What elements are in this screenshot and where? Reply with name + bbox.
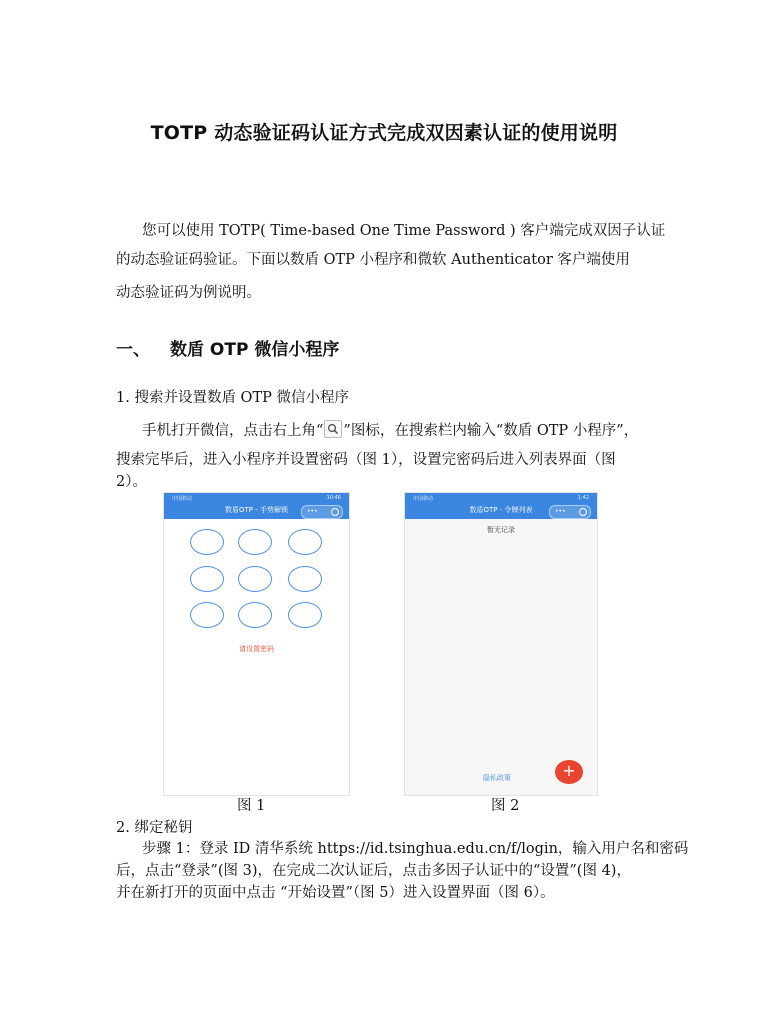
figure-2-screenshot	[404, 492, 598, 796]
step-2-line-3: 并在新打开的页面中点击 “开始设置”（图 5）进入设置界面（图 6）。	[116, 885, 555, 901]
pattern-node-3	[288, 529, 322, 555]
figure-1-title-bar	[164, 493, 349, 519]
figure-2-title-bar	[405, 493, 597, 519]
figure-1-screenshot	[163, 492, 350, 796]
document-title: TOTP 动态验证码认证方式完成双因素认证的使用说明	[150, 122, 618, 144]
step-1-line-2: 搜索完毕后，进入小程序并设置密码（图 1），设置完密码后进入列表界面（图	[116, 452, 616, 468]
step-1-line-1	[142, 420, 638, 441]
pattern-node-8	[238, 602, 272, 628]
pattern-node-9	[288, 602, 322, 628]
search-icon	[324, 420, 342, 438]
figure-2-privacy-link: 隐私政策	[483, 774, 511, 782]
pattern-node-1	[190, 529, 224, 555]
figure-1-body	[164, 519, 349, 795]
step-2-line-1: 步骤 1：登录 ID 清华系统 https://id.tsinghua.edu.cn/f/login，输入用户名和密码	[142, 841, 689, 857]
step-1-label: 1. 搜索并设置数盾 OTP 微信小程序	[116, 390, 349, 406]
figure-1-status-right: 10:46	[326, 495, 341, 501]
more-icon: •••	[555, 508, 566, 515]
figure-1-status-left: 中国移动	[172, 496, 193, 502]
intro-line-3: 动态验证码为例说明。	[116, 285, 261, 301]
step-2-label: 2. 绑定秘钥	[116, 820, 193, 836]
close-circle-icon	[579, 508, 587, 516]
pattern-node-6	[288, 566, 322, 592]
intro-line-1: 您可以使用 TOTP( Time-based One Time Password ) 客户端完成双因子认证	[142, 223, 666, 239]
step-1-line-1-b: ”图标，在搜索栏内输入“数盾 OTP 小程序”，	[343, 423, 639, 439]
step-2-line-2: 后，点击“登录”(图 3)，在完成二次认证后，点击多因子认证中的“设置”(图 4)，	[116, 863, 631, 879]
pattern-node-2	[238, 529, 272, 555]
figure-2-caption: 图 2	[491, 798, 520, 814]
more-icon: •••	[307, 508, 318, 515]
figure-2-capsule	[549, 505, 591, 519]
pattern-node-5	[238, 566, 272, 592]
close-circle-icon	[331, 508, 339, 516]
figure-2-status-left: 中国移动	[413, 496, 434, 502]
section-heading: 数盾 OTP 微信小程序	[170, 340, 340, 360]
figure-1-hint: 请设置密码	[239, 645, 274, 653]
figure-1-bar-title: 数盾OTP - 手势解锁	[225, 506, 288, 514]
figure-2-status-right: 1:42	[577, 495, 589, 501]
pattern-node-4	[190, 566, 224, 592]
figure-1-caption: 图 1	[237, 798, 266, 814]
figure-2-bar-title: 数盾OTP - 令牌列表	[469, 506, 533, 514]
add-icon: +	[555, 760, 583, 784]
step-1-line-3: 2）。	[116, 474, 147, 490]
intro-line-2: 的动态验证码验证。下面以数盾 OTP 小程序和微软 Authenticator 客户端使用	[116, 252, 630, 268]
step-1-line-1-a: 手机打开微信，点击右上角“	[142, 423, 324, 439]
pattern-node-7	[190, 602, 224, 628]
figure-1-capsule	[301, 505, 343, 519]
section-number: 一、	[116, 340, 150, 360]
figure-2-empty-text: 暂无记录	[487, 526, 515, 534]
